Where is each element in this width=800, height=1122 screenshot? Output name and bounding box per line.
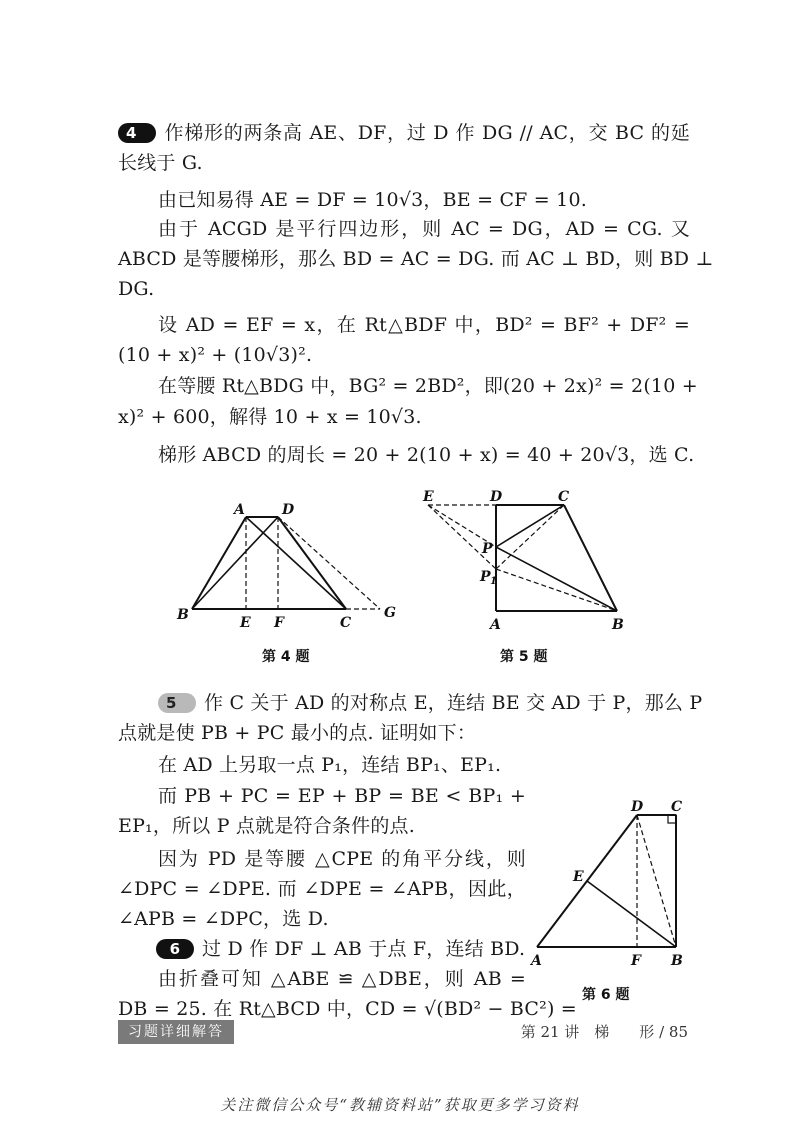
problem4-line-1: 4 作梯形的两条高 AE、DF，过 D 作 DG // AC，交 BC 的延	[118, 120, 690, 146]
problem5-line-2: 点就是使 PB + PC 最小的点. 证明如下：	[118, 722, 477, 744]
fig4-label-d: D	[282, 502, 295, 518]
problem4-line-5: ABCD 是等腰梯形，那么 BD = AC = DG. 而 AC ⊥ BD，则 BD ⊥	[118, 248, 714, 270]
fig4-label-b: B	[177, 607, 189, 623]
problem5-number-badge: 5	[158, 693, 196, 713]
problem4-line-2: 长线于 G.	[118, 152, 203, 174]
fig4-label-a: A	[234, 502, 245, 518]
chapter-page-number: 第 21 讲 梯 形 / 85	[520, 1023, 688, 1041]
fig6-label-a: A	[531, 953, 542, 969]
fig6-segment-eb	[587, 881, 676, 947]
fig4-diagonal-ac	[246, 517, 346, 609]
fig4-diagonal-bd	[192, 517, 278, 609]
problem5-line-8: ∠APB = ∠DPC，选 D.	[118, 908, 329, 930]
fig5-label-d: D	[490, 489, 503, 505]
problem4-number-badge: 4	[118, 123, 156, 143]
problem4-line-8: (10 + x)² + (10√3)².	[118, 344, 313, 366]
problem6-line-1: 6 过 D 作 DF ⊥ AB 于点 F，连结 BD.	[156, 936, 524, 962]
fig6-label-d: D	[631, 799, 644, 815]
problem6-line-3: DB = 25. 在 Rt△BCD 中，CD = √(BD² − BC²) =	[118, 998, 577, 1020]
fig5-label-c: C	[558, 489, 570, 505]
problem5-line-3: 在 AD 上另取一点 P₁，连结 BP₁、EP₁.	[158, 754, 502, 776]
fig5-segment-pb	[496, 547, 617, 611]
fig4-label-g: G	[384, 605, 396, 621]
problem4-line-10: x)² + 600，解得 10 + x = 10√3.	[118, 406, 422, 428]
fig4-label-f: F	[274, 615, 284, 631]
fig4-segment-ab	[192, 517, 246, 609]
fig4-label-c: C	[340, 615, 352, 631]
figure6-diagram	[525, 795, 695, 975]
section-tag: 习题详细解答	[118, 1020, 234, 1044]
fig5-label-e: E	[423, 489, 434, 505]
problem5-line-1: 5 作 C 关于 AD 的对称点 E，连结 BE 交 AD 于 P，那么 P	[158, 690, 690, 716]
figure5-caption: 第 5 题	[500, 649, 548, 665]
fig4-segment-dc	[278, 517, 346, 609]
problem5-line-5: EP₁，所以 P 点就是符合条件的点.	[118, 815, 415, 837]
problem5-line-6: 因为 PD 是等腰 △CPE 的角平分线，则	[158, 848, 526, 870]
problem4-line-6: DG.	[118, 278, 155, 300]
fig6-label-b: B	[671, 953, 683, 969]
figure5-diagram	[420, 485, 635, 635]
fig4-segment-dg	[278, 517, 380, 609]
fig5-segment-pc	[496, 505, 564, 547]
watermark-text: 关注微信公众号“教辅资料站”获取更多学习资料	[220, 1096, 580, 1114]
figure6-caption: 第 6 题	[582, 987, 630, 1003]
fig6-segment-db	[637, 815, 676, 947]
problem6-number-badge: 6	[156, 939, 194, 959]
problem4-line-4: 由于 ACGD 是平行四边形，则 AC = DG，AD = CG. 又	[158, 218, 690, 240]
problem6-line-2: 由折叠可知 △ABE ≌ △DBE，则 AB =	[158, 968, 526, 990]
fig5-label-b: B	[612, 617, 624, 633]
fig6-label-e: E	[573, 869, 584, 885]
fig5-segment-p1c	[496, 505, 564, 569]
problem4-line-9: 在等腰 Rt△BDG 中，BG² = 2BD²，即(20 + 2x)² = 2(10 +	[158, 375, 698, 397]
problem4-line-11: 梯形 ABCD 的周长 = 20 + 2(10 + x) = 40 + 20√3，选 C.	[158, 444, 695, 466]
problem4-line-7: 设 AD = EF = x，在 Rt△BDF 中，BD² = BF² + DF² =	[158, 314, 690, 336]
problem4-line-3: 由已知易得 AE = DF = 10√3，BE = CF = 10.	[158, 189, 587, 211]
fig5-label-p: P	[482, 541, 493, 557]
problem5-line-4: 而 PB + PC = EP + BP = BE < BP₁ +	[158, 785, 526, 807]
fig6-label-c: C	[671, 799, 683, 815]
fig6-right-angle-mark	[668, 815, 676, 823]
figure4-caption: 第 4 题	[262, 649, 310, 665]
fig5-label-p1-subscript: 1	[490, 576, 497, 587]
fig6-label-f: F	[631, 953, 641, 969]
figure4-diagram	[170, 495, 410, 640]
problem5-line-7: ∠DPC = ∠DPE. 而 ∠DPE = ∠APB，因此，	[118, 878, 526, 900]
fig5-label-p1: P	[480, 569, 491, 585]
fig5-segment-ep1	[428, 505, 496, 569]
fig5-label-a: A	[490, 617, 501, 633]
fig4-label-e: E	[240, 615, 251, 631]
